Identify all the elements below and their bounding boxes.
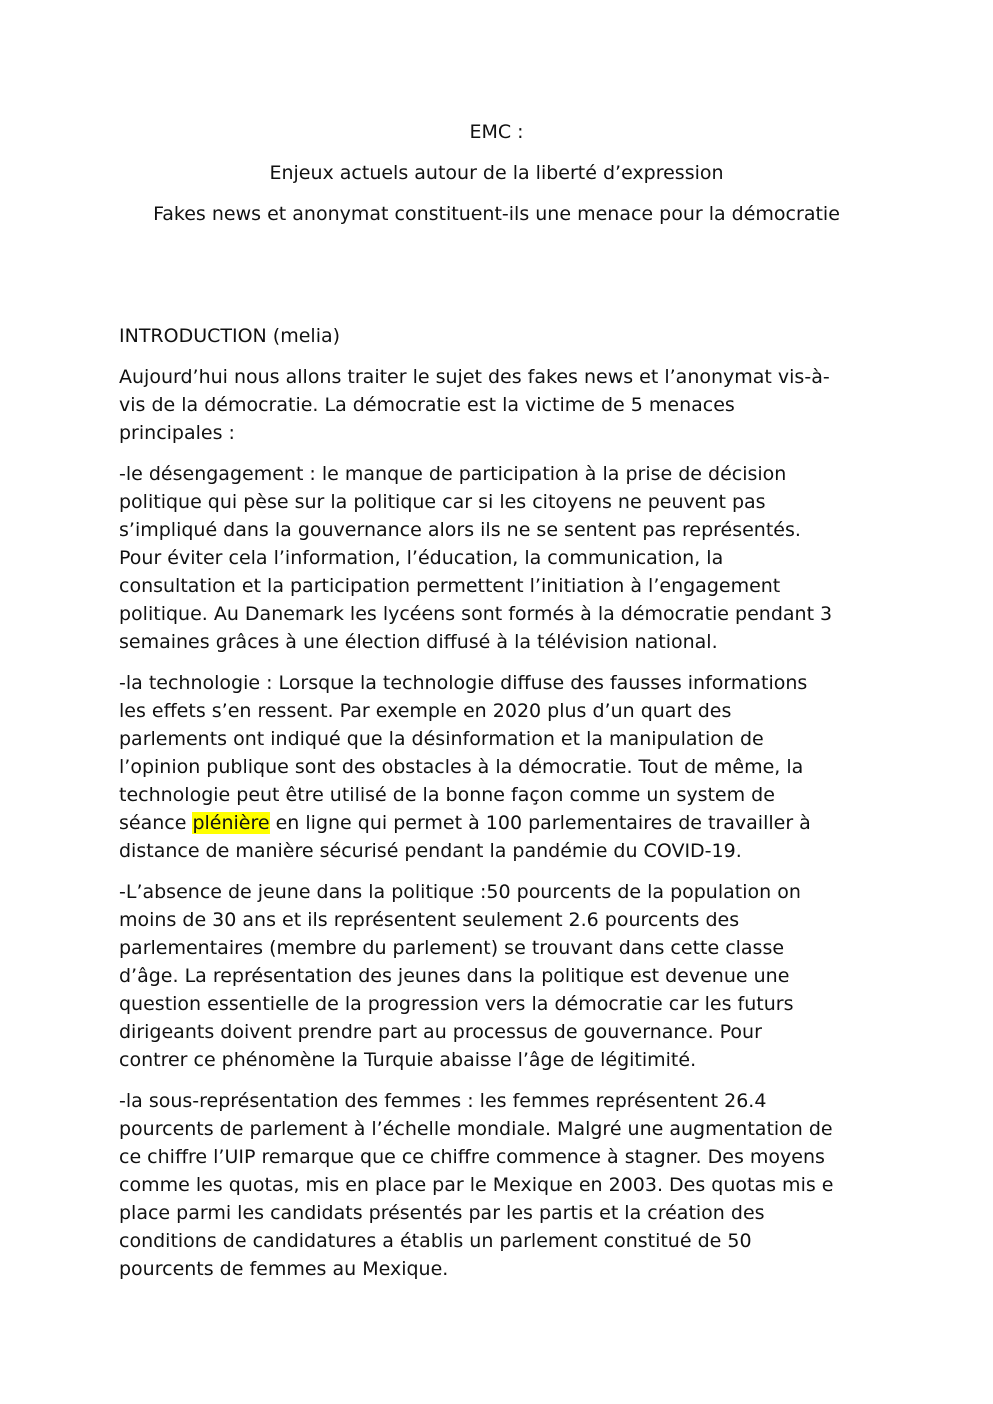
jeunes-paragraph (119, 878, 894, 1074)
theme-title: Enjeux actuels autour de la liberté d’expression (269, 162, 724, 184)
text-line: semaines grâces à une élection diffusé à la télévision national. (119, 631, 718, 653)
text-line: vis de la démocratie. La démocratie est la victime de 5 menaces (119, 394, 735, 416)
document-body (119, 322, 894, 1296)
subject-title: EMC : (469, 121, 524, 143)
text-segment: séance (119, 812, 193, 834)
highlighted-word: plénière (192, 812, 270, 834)
text-line: parlementaires (membre du parlement) se trouvant dans cette classe (119, 937, 785, 959)
intro-paragraph (119, 363, 894, 447)
document-title-block (0, 118, 993, 241)
text-line: les effets s’en ressent. Par exemple en 2020 plus d’un quart des (119, 700, 732, 722)
text-line: consultation et la participation permettent l’initiation à l’engagement (119, 575, 781, 597)
section-heading: INTRODUCTION (melia) (119, 325, 341, 347)
text-line: pourcents de parlement à l’échelle mondiale. Malgré une augmentation de (119, 1118, 833, 1140)
text-line: principales : (119, 422, 235, 444)
text-line: distance de manière sécurisé pendant la pandémie du COVID-19. (119, 840, 742, 862)
text-line: Pour éviter cela l’information, l’éducation, la communication, la (119, 547, 724, 569)
text-line: Aujourd’hui nous allons traiter le sujet des fakes news et l’anonymat vis-à- (119, 366, 830, 388)
text-line: l’opinion publique sont des obstacles à la démocratie. Tout de même, la (119, 756, 804, 778)
text-line: parlements ont indiqué que la désinformation et la manipulation de (119, 728, 764, 750)
text-line: -la technologie : Lorsque la technologie diffuse des fausses informations (119, 672, 808, 694)
text-line: dirigeants doivent prendre part au processus de gouvernance. Pour (119, 1021, 762, 1043)
text-line: contrer ce phénomène la Turquie abaisse l’âge de légitimité. (119, 1049, 697, 1071)
text-line: conditions de candidatures a établis un parlement constitué de 50 (119, 1230, 752, 1252)
femmes-paragraph (119, 1087, 894, 1283)
desengagement-paragraph (119, 460, 894, 656)
text-segment: en ligne qui permet à 100 parlementaires de travailler à (269, 812, 811, 834)
text-line: question essentielle de la progression vers la démocratie car les futurs (119, 993, 794, 1015)
text-line: -la sous-représentation des femmes : les femmes représentent 26.4 (119, 1090, 767, 1112)
text-line: d’âge. La représentation des jeunes dans la politique est devenue une (119, 965, 790, 987)
text-line: s’impliqué dans la gouvernance alors ils ne se sentent pas représentés. (119, 519, 801, 541)
technologie-paragraph (119, 669, 894, 865)
text-line: comme les quotas, mis en place par le Mexique en 2003. Des quotas mis e (119, 1174, 834, 1196)
text-line-with-highlight (119, 809, 894, 837)
question-title: Fakes news et anonymat constituent-ils une menace pour la démocratie (153, 203, 840, 225)
text-line: technologie peut être utilisé de la bonne façon comme un system de (119, 784, 775, 806)
text-line: pourcents de femmes au Mexique. (119, 1258, 449, 1280)
text-line: place parmi les candidats présentés par les partis et la création des (119, 1202, 765, 1224)
text-line: politique. Au Danemark les lycéens sont formés à la démocratie pendant 3 (119, 603, 833, 625)
text-line: -L’absence de jeune dans la politique :50 pourcents de la population on (119, 881, 801, 903)
text-line: moins de 30 ans et ils représentent seulement 2.6 pourcents des (119, 909, 740, 931)
text-line: politique qui pèse sur la politique car si les citoyens ne peuvent pas (119, 491, 766, 513)
text-line: ce chiffre l’UIP remarque que ce chiffre commence à stagner. Des moyens (119, 1146, 825, 1168)
text-line: -le désengagement : le manque de participation à la prise de décision (119, 463, 787, 485)
